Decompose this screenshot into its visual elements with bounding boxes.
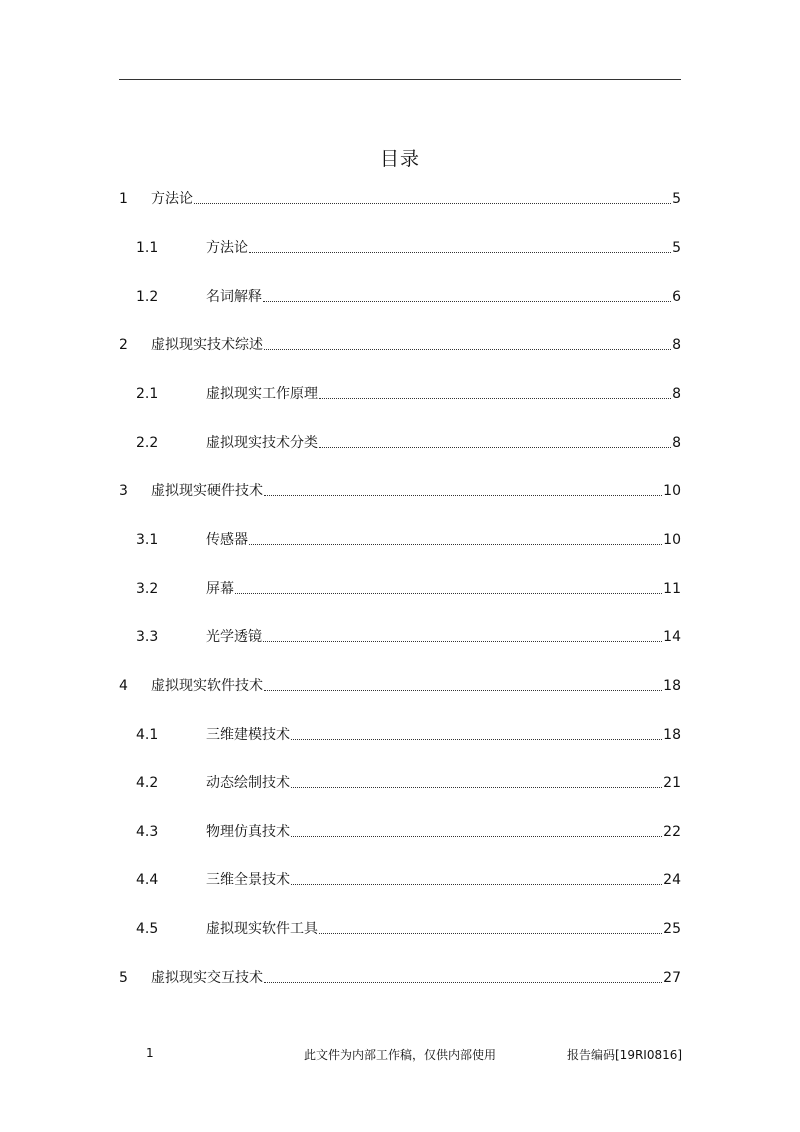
toc-entry-label: 动态绘制技术: [206, 775, 290, 791]
toc-entry[interactable]: [119, 965, 681, 987]
dot-leader: [319, 447, 671, 448]
toc-entry-number: 1.2: [136, 289, 159, 305]
dot-leader: [249, 252, 671, 253]
toc-entry-number: 4.3: [136, 824, 159, 840]
toc-entry[interactable]: [119, 186, 681, 208]
toc-entry-page: 10: [663, 532, 681, 548]
toc-entry[interactable]: [119, 819, 681, 841]
toc-entry-label: 屏幕: [206, 581, 234, 597]
toc-title: 目录: [379, 148, 420, 170]
toc-entry-label: 虚拟现实技术综述: [151, 337, 263, 353]
toc-entry-number: 1: [119, 191, 128, 207]
toc-entry-label: 传感器: [206, 532, 248, 548]
dot-leader: [264, 495, 662, 496]
toc-entry-number: 4: [119, 678, 128, 694]
toc-entry[interactable]: [119, 576, 681, 598]
toc-entry-number: 5: [119, 970, 128, 986]
toc-entry-page: 24: [663, 872, 681, 888]
toc-entry[interactable]: [119, 624, 681, 646]
toc-entry-label: 方法论: [151, 191, 193, 207]
footer-confidential-note: 此文件为内部工作稿，仅供内部使用: [304, 1048, 497, 1062]
toc-entry-label: 方法论: [206, 240, 248, 256]
toc-entry-page: 8: [672, 435, 681, 451]
toc-entry-label: 虚拟现实交互技术: [151, 970, 263, 986]
toc-entry-page: 5: [672, 240, 681, 256]
toc-entry-page: 22: [663, 824, 681, 840]
toc-entry-page: 11: [663, 581, 681, 597]
toc-entry-page: 8: [672, 337, 681, 353]
dot-leader: [263, 641, 662, 642]
toc-entry-number: 3: [119, 483, 128, 499]
toc-entry[interactable]: [119, 722, 681, 744]
toc-entry-page: 25: [663, 921, 681, 937]
toc-entry[interactable]: [119, 381, 681, 403]
toc-entry-label: 虚拟现实技术分类: [206, 435, 318, 451]
toc-entry-page: 18: [663, 678, 681, 694]
toc-entry-number: 3.3: [136, 629, 159, 645]
toc-entry-page: 21: [663, 775, 681, 791]
toc-entry[interactable]: [119, 770, 681, 792]
dot-leader: [249, 544, 662, 545]
dot-leader: [264, 982, 662, 983]
toc-entry[interactable]: [119, 430, 681, 452]
toc-entry[interactable]: [119, 284, 681, 306]
footer-report-code: 报告编码[19RI0816]: [567, 1048, 683, 1062]
toc-entry-page: 5: [672, 191, 681, 207]
toc-entry-number: 4.2: [136, 775, 159, 791]
toc-entry-page: 10: [663, 483, 681, 499]
dot-leader: [291, 836, 662, 837]
toc-entry[interactable]: [119, 916, 681, 938]
toc-entry-label: 名词解释: [206, 289, 262, 305]
footer-page-number: 1: [146, 1046, 154, 1060]
toc-entry-label: 虚拟现实软件技术: [151, 678, 263, 694]
toc-entry-label: 三维全景技术: [206, 872, 290, 888]
toc-entry-number: 4.4: [136, 872, 159, 888]
toc-entry-page: 18: [663, 727, 681, 743]
toc-entry-label: 三维建模技术: [206, 727, 290, 743]
toc-entry-number: 4.1: [136, 727, 159, 743]
toc-entry[interactable]: [119, 673, 681, 695]
toc-entry-number: 1.1: [136, 240, 159, 256]
dot-leader: [264, 690, 662, 691]
toc-entry-number: 2.1: [136, 386, 159, 402]
dot-leader: [194, 203, 671, 204]
toc-entry[interactable]: [119, 332, 681, 354]
toc-entry-page: 27: [663, 970, 681, 986]
toc-entry[interactable]: [119, 478, 681, 500]
dot-leader: [291, 787, 662, 788]
toc-entry[interactable]: [119, 235, 681, 257]
dot-leader: [319, 933, 662, 934]
toc-entry-page: 6: [672, 289, 681, 305]
toc-entry-label: 虚拟现实工作原理: [206, 386, 318, 402]
toc-entry-label: 光学透镜: [206, 629, 262, 645]
toc-entry-number: 2: [119, 337, 128, 353]
dot-leader: [263, 301, 671, 302]
toc-entry-number: 3.2: [136, 581, 159, 597]
toc-entry-label: 虚拟现实软件工具: [206, 921, 318, 937]
toc-entry-number: 4.5: [136, 921, 159, 937]
dot-leader: [264, 349, 671, 350]
dot-leader: [291, 884, 662, 885]
toc-entry-label: 虚拟现实硬件技术: [151, 483, 263, 499]
dot-leader: [291, 739, 662, 740]
toc-entry-number: 3.1: [136, 532, 159, 548]
toc-entry-page: 14: [663, 629, 681, 645]
toc-entry[interactable]: [119, 527, 681, 549]
dot-leader: [235, 593, 662, 594]
toc-entry-page: 8: [672, 386, 681, 402]
toc-entry-label: 物理仿真技术: [206, 824, 290, 840]
toc-entry-number: 2.2: [136, 435, 159, 451]
dot-leader: [319, 398, 671, 399]
toc-entry[interactable]: [119, 867, 681, 889]
